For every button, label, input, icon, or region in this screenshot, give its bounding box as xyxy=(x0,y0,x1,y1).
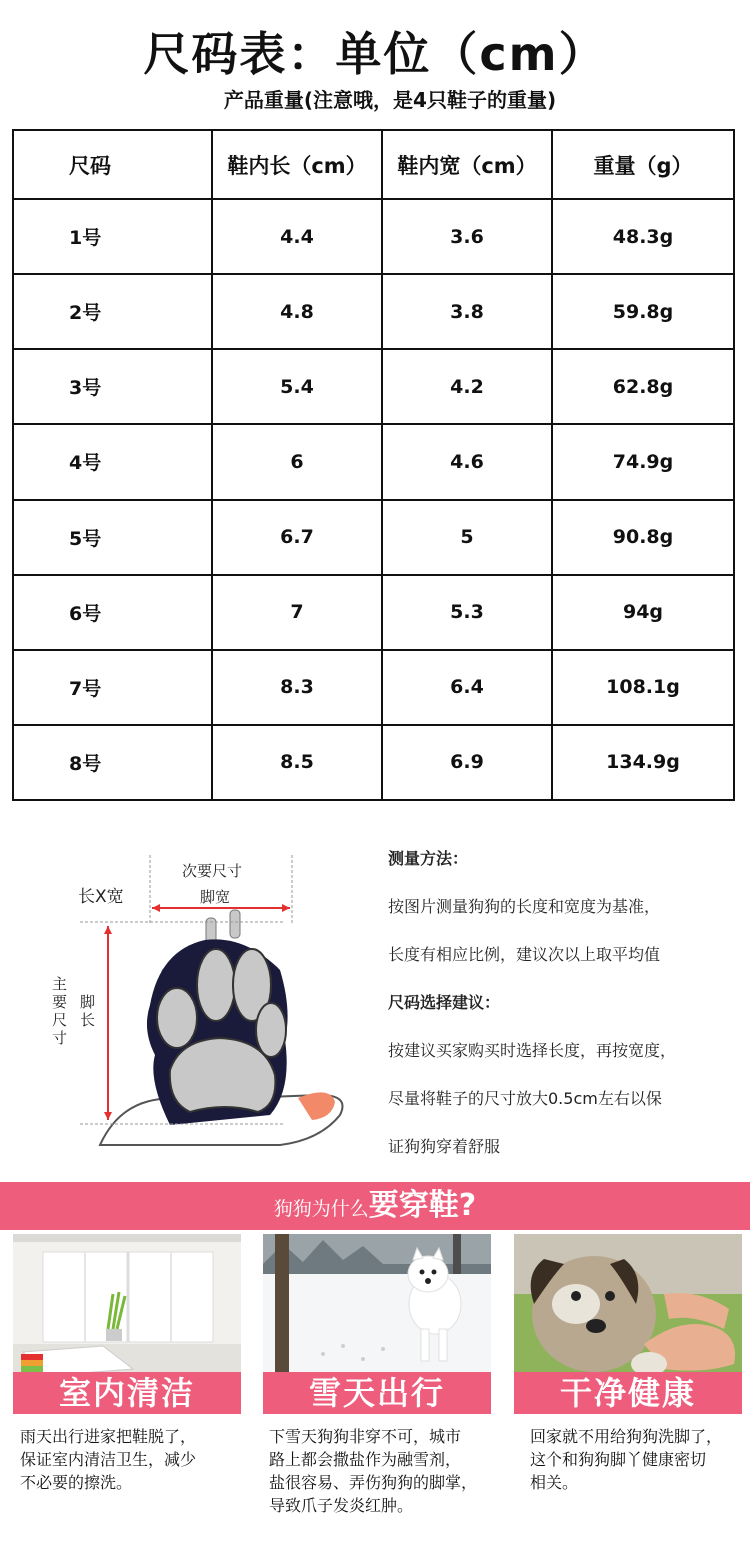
table-cell: 6.7 xyxy=(212,500,382,575)
table-row xyxy=(13,500,734,575)
table-row xyxy=(13,349,734,424)
table-row xyxy=(13,424,734,499)
description-line: 导致爪子发炎红肿。 xyxy=(269,1496,414,1515)
main-size-label: 主要尺寸 xyxy=(52,975,68,1047)
table-cell: 5.4 xyxy=(212,349,382,424)
paw-diagram xyxy=(30,840,350,1160)
description-line: 盐很容易、弄伤狗狗的脚掌， xyxy=(269,1473,478,1492)
table-cell: 6 xyxy=(212,424,382,499)
table-cell: 5 xyxy=(382,500,552,575)
table-cell: 90.8g xyxy=(552,500,734,575)
column-header-inner-width: 鞋内宽（cm） xyxy=(382,130,552,199)
table-row xyxy=(13,575,734,650)
why-shoes-banner xyxy=(0,1182,750,1230)
description-line: 下雪天狗狗非穿不可，城市 xyxy=(269,1427,462,1446)
column-header-inner-length: 鞋内长（cm） xyxy=(212,130,382,199)
method-line: 长度有相应比例，建议次以上取平均值 xyxy=(388,945,661,964)
panel-caption: 干净健康 xyxy=(514,1372,742,1414)
column-header-weight: 重量（g） xyxy=(552,130,734,199)
paw-width-label: 脚宽 xyxy=(200,888,231,906)
measurement-instructions xyxy=(388,845,733,1181)
indoor-clean-panel xyxy=(13,1234,241,1414)
table-cell: 6.4 xyxy=(382,650,552,725)
page-subtitle: 产品重量(注意哦，是4只鞋子的重量) xyxy=(223,88,557,112)
table-cell: 59.8g xyxy=(552,274,734,349)
description-line: 雨天出行进家把鞋脱了， xyxy=(20,1427,197,1446)
table-cell: 7 xyxy=(212,575,382,650)
paw-length-label: 脚长 xyxy=(80,993,96,1029)
description-line: 保证室内清洁卫生，减少 xyxy=(20,1450,197,1469)
table-cell: 3.8 xyxy=(382,274,552,349)
table-cell: 6号 xyxy=(13,575,212,650)
indoor-clean-description xyxy=(20,1425,250,1494)
table-cell: 2号 xyxy=(13,274,212,349)
table-cell: 4.6 xyxy=(382,424,552,499)
panel-caption: 雪天出行 xyxy=(263,1372,491,1414)
advice-line: 按建议买家购买时选择长度，再按宽度， xyxy=(388,1041,677,1060)
table-header-row xyxy=(13,130,734,199)
table-cell: 62.8g xyxy=(552,349,734,424)
table-cell: 1号 xyxy=(13,199,212,274)
measurement-section xyxy=(0,830,750,1160)
table-row xyxy=(13,274,734,349)
advice-line: 尽量将鞋子的尺寸放大0.5cm左右以保 xyxy=(388,1089,662,1108)
table-cell: 3号 xyxy=(13,349,212,424)
method-heading: 测量方法： xyxy=(388,849,469,868)
table-cell: 5.3 xyxy=(382,575,552,650)
description-line: 路上都会撒盐作为融雪剂， xyxy=(269,1450,462,1469)
table-cell: 4号 xyxy=(13,424,212,499)
table-row xyxy=(13,650,734,725)
snow-outing-description xyxy=(269,1425,514,1517)
description-line: 相关。 xyxy=(530,1473,579,1492)
table-row xyxy=(13,199,734,274)
table-cell: 94g xyxy=(552,575,734,650)
column-header-size: 尺码 xyxy=(13,130,212,199)
table-cell: 4.2 xyxy=(382,349,552,424)
description-line: 这个和狗狗脚丫健康密切 xyxy=(530,1450,707,1469)
description-line: 回家就不用给狗狗洗脚了， xyxy=(530,1427,723,1446)
table-cell: 8.3 xyxy=(212,650,382,725)
length-x-width-label: 长X宽 xyxy=(78,887,124,907)
table-cell: 108.1g xyxy=(552,650,734,725)
advice-line: 证狗狗穿着舒服 xyxy=(388,1137,501,1156)
method-line: 按图片测量狗狗的长度和宽度为基准， xyxy=(388,897,661,916)
table-cell: 6.9 xyxy=(382,725,552,800)
table-cell: 4.4 xyxy=(212,199,382,274)
table-cell: 48.3g xyxy=(552,199,734,274)
table-row xyxy=(13,725,734,800)
table-cell: 7号 xyxy=(13,650,212,725)
clean-health-panel xyxy=(514,1234,742,1414)
table-cell: 8号 xyxy=(13,725,212,800)
table-cell: 134.9g xyxy=(552,725,734,800)
banner-big-text: 要穿鞋? xyxy=(368,1188,477,1223)
table-cell: 5号 xyxy=(13,500,212,575)
panel-caption: 室内清洁 xyxy=(13,1372,241,1414)
page-title: 尺码表：单位（cm） xyxy=(143,27,607,81)
table-cell: 3.6 xyxy=(382,199,552,274)
secondary-size-label: 次要尺寸 xyxy=(182,862,243,880)
table-cell: 4.8 xyxy=(212,274,382,349)
advice-heading: 尺码选择建议： xyxy=(388,993,501,1012)
size-table xyxy=(12,129,735,801)
description-line: 不必要的擦洗。 xyxy=(20,1473,133,1492)
clean-health-description xyxy=(530,1425,745,1494)
table-cell: 8.5 xyxy=(212,725,382,800)
snow-outing-panel xyxy=(263,1234,491,1414)
table-cell: 74.9g xyxy=(552,424,734,499)
banner-small-text: 狗狗为什么 xyxy=(273,1198,369,1220)
